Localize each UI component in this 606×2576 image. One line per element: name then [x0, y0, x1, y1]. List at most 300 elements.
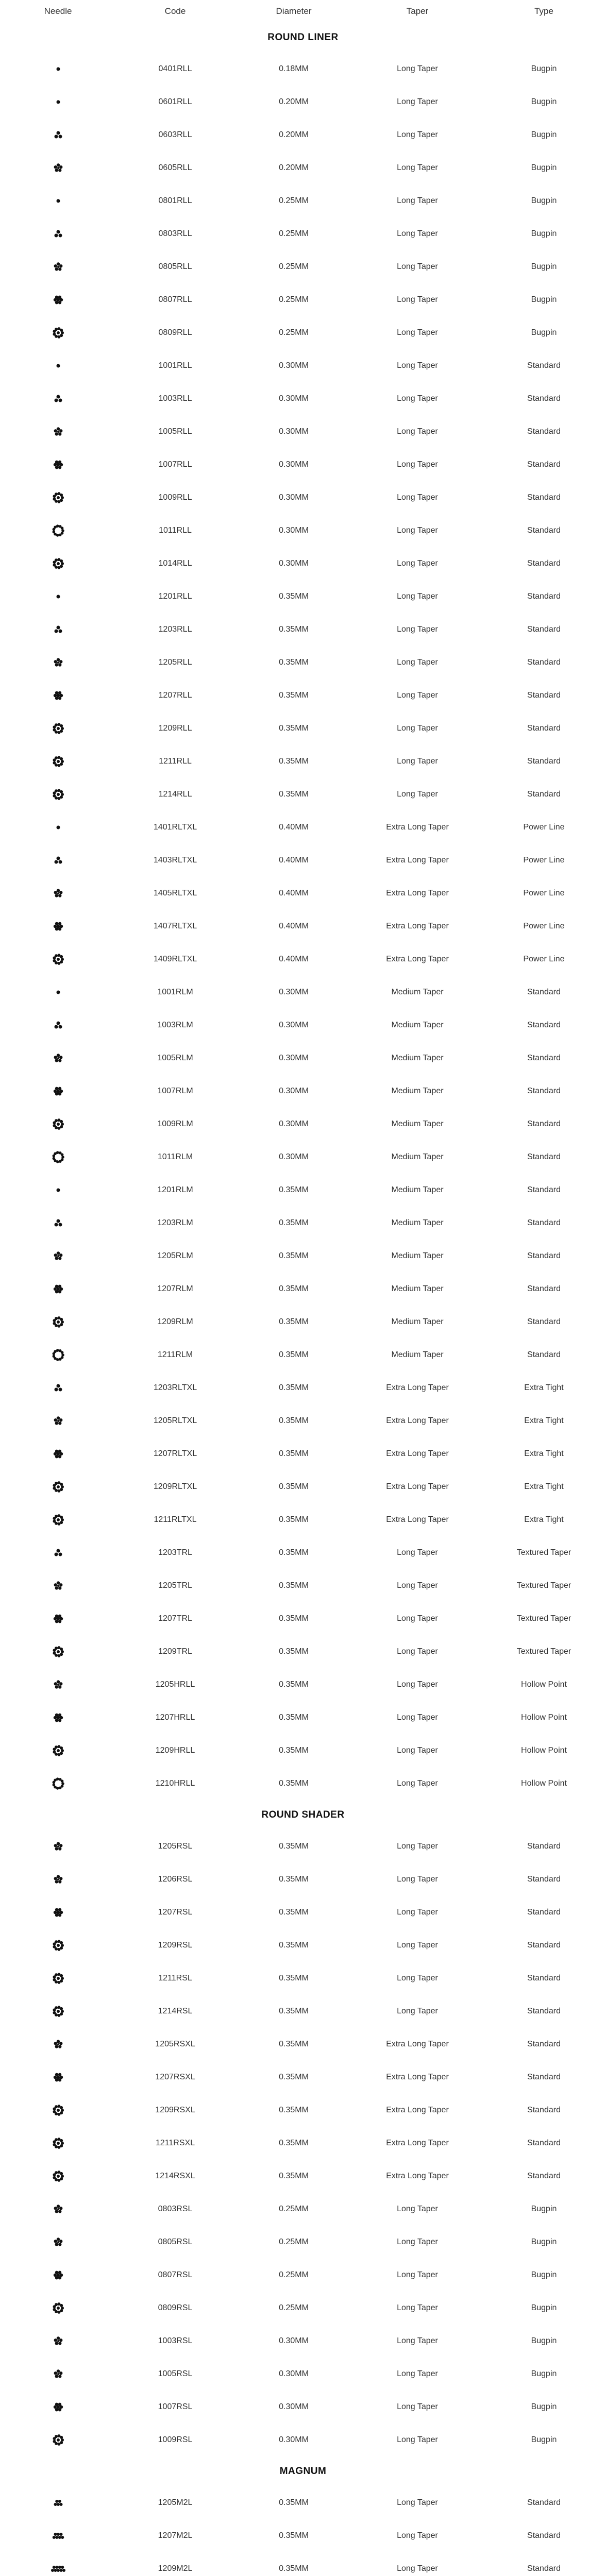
- needle-taper: Long Taper: [397, 130, 438, 139]
- table-row: [0, 1503, 606, 1536]
- needle-code: 0809RLL: [158, 328, 192, 337]
- needle-configuration-icon: [0, 2298, 116, 2318]
- needle-diameter: 0.35MM: [279, 1350, 309, 1359]
- needle-type: Standard: [527, 2172, 561, 2180]
- needle-configuration-icon: [0, 2166, 116, 2187]
- needle-taper: Long Taper: [397, 2369, 438, 2378]
- needle-code: 1211RSL: [158, 1974, 192, 1982]
- needle-type: Bugpin: [531, 163, 557, 172]
- needle-configuration-icon: [0, 454, 116, 475]
- table-row: [0, 2127, 606, 2160]
- needle-configuration-icon: [0, 257, 116, 277]
- needle-taper: Long Taper: [397, 1908, 438, 1917]
- needle-type: Standard: [527, 1350, 561, 1359]
- table-row: [0, 2028, 606, 2061]
- needle-diameter: 0.35MM: [279, 1383, 309, 1392]
- needle-code: 1005RLM: [157, 1054, 193, 1062]
- table-row: [0, 811, 606, 844]
- needle-diameter: 0.35MM: [279, 2564, 309, 2573]
- table-row: [0, 1830, 606, 1863]
- needle-taper: Long Taper: [397, 2564, 438, 2573]
- needle-code: 1205M2L: [158, 2498, 193, 2507]
- needle-type: Bugpin: [531, 262, 557, 271]
- table-row: [0, 613, 606, 646]
- needle-type: Standard: [527, 1153, 561, 1161]
- needle-configuration-icon: [0, 1902, 116, 1923]
- table-row: [0, 118, 606, 151]
- needle-type: Bugpin: [531, 130, 557, 139]
- needle-configuration-icon: [0, 2034, 116, 2055]
- table-row: [0, 2486, 606, 2519]
- needle-diameter: 0.35MM: [279, 1581, 309, 1590]
- needle-type: Hollow Point: [521, 1680, 567, 1689]
- needle-type: Standard: [527, 361, 561, 370]
- header-code: Code: [164, 6, 186, 16]
- needle-taper: Long Taper: [397, 2303, 438, 2312]
- needle-taper: Long Taper: [397, 1842, 438, 1851]
- needle-configuration-icon: [0, 586, 116, 607]
- needle-type: Standard: [527, 658, 561, 667]
- needle-code: 1203RLTXL: [153, 1383, 197, 1392]
- needle-type: Extra Tight: [524, 1383, 564, 1392]
- needle-taper: Extra Long Taper: [386, 2106, 449, 2114]
- needle-diameter: 0.20MM: [279, 130, 309, 139]
- table-row: [0, 1306, 606, 1338]
- needle-taper: Extra Long Taper: [386, 1383, 449, 1392]
- needle-code: 1207M2L: [158, 2531, 193, 2540]
- needle-type: Textured Taper: [516, 1647, 571, 1656]
- needle-taper: Long Taper: [397, 1779, 438, 1788]
- needle-code: 1403RLTXL: [153, 856, 197, 865]
- needle-code: 0603RLL: [158, 130, 192, 139]
- needle-code: 1201RLL: [158, 592, 192, 601]
- needle-type: Standard: [527, 2007, 561, 2015]
- needle-type: Standard: [527, 691, 561, 700]
- needle-type: Standard: [527, 1842, 561, 1851]
- needle-code: 0807RSL: [158, 2270, 193, 2279]
- needle-code: 1209RSXL: [155, 2106, 195, 2114]
- table-row: [0, 943, 606, 976]
- needle-taper: Long Taper: [397, 2205, 438, 2213]
- needle-taper: Medium Taper: [391, 1185, 444, 1194]
- needle-type: Standard: [527, 1120, 561, 1128]
- needle-taper: Long Taper: [397, 559, 438, 568]
- needle-diameter: 0.30MM: [279, 2369, 309, 2378]
- needle-type: Standard: [527, 988, 561, 996]
- table-row: [0, 349, 606, 382]
- table-row: [0, 1929, 606, 1962]
- table-row: [0, 1174, 606, 1207]
- needle-configuration-icon: [0, 1312, 116, 1332]
- needle-type: Bugpin: [531, 196, 557, 205]
- needle-diameter: 0.35MM: [279, 724, 309, 733]
- needle-taper: Medium Taper: [391, 1021, 444, 1029]
- needle-code: 1203RLL: [158, 625, 192, 634]
- needle-diameter: 0.30MM: [279, 526, 309, 535]
- needle-diameter: 0.35MM: [279, 625, 309, 634]
- needle-taper: Extra Long Taper: [386, 856, 449, 865]
- needle-taper: Long Taper: [397, 1647, 438, 1656]
- table-body: [0, 23, 606, 2576]
- needle-diameter: 0.30MM: [279, 559, 309, 568]
- needle-diameter: 0.40MM: [279, 922, 309, 930]
- table-row: [0, 1141, 606, 1174]
- table-row: [0, 1701, 606, 1734]
- needle-taper: Long Taper: [397, 64, 438, 73]
- needle-code: 0805RLL: [158, 262, 192, 271]
- needle-type: Standard: [527, 2498, 561, 2507]
- table-row: [0, 2519, 606, 2552]
- table-row: [0, 53, 606, 86]
- needle-diameter: 0.30MM: [279, 2336, 309, 2345]
- table-row: [0, 1404, 606, 1437]
- needle-code: 1209TRL: [158, 1647, 192, 1656]
- needle-type: Power Line: [523, 922, 565, 930]
- needle-taper: Extra Long Taper: [386, 1449, 449, 1458]
- needle-configuration-icon: [0, 191, 116, 211]
- needle-type: Standard: [527, 724, 561, 733]
- needle-diameter: 0.35MM: [279, 2139, 309, 2147]
- needle-taper: Long Taper: [397, 2336, 438, 2345]
- table-row: [0, 1668, 606, 1701]
- table-row: [0, 547, 606, 580]
- needle-configuration-icon: [0, 2199, 116, 2219]
- needle-taper: Extra Long Taper: [386, 889, 449, 897]
- needle-configuration-icon: [0, 158, 116, 178]
- needle-type: Standard: [527, 2040, 561, 2048]
- needle-diameter: 0.35MM: [279, 691, 309, 700]
- needle-diameter: 0.30MM: [279, 460, 309, 469]
- needle-configuration-icon: [0, 718, 116, 739]
- needle-diameter: 0.35MM: [279, 1680, 309, 1689]
- needle-type: Hollow Point: [521, 1746, 567, 1755]
- needle-taper: Long Taper: [397, 1974, 438, 1982]
- needle-code: 1003RSL: [158, 2336, 193, 2345]
- needle-taper: Medium Taper: [391, 1251, 444, 1260]
- table-row: [0, 1863, 606, 1896]
- needle-code: 1214RSL: [158, 2007, 193, 2015]
- needle-type: Bugpin: [531, 2402, 557, 2411]
- needle-type: Bugpin: [531, 2336, 557, 2345]
- needle-configuration-icon: [0, 2364, 116, 2384]
- needle-code: 1009RLL: [158, 493, 192, 502]
- needle-taper: Long Taper: [397, 658, 438, 667]
- needle-taper: Long Taper: [397, 262, 438, 271]
- table-row: [0, 250, 606, 283]
- table-row: [0, 1896, 606, 1929]
- needle-configuration-icon: [0, 619, 116, 640]
- needle-taper: Extra Long Taper: [386, 2073, 449, 2081]
- needle-code: 1205RLL: [158, 658, 192, 667]
- needle-taper: Long Taper: [397, 2531, 438, 2540]
- needle-taper: Medium Taper: [391, 1218, 444, 1227]
- header-type: Type: [534, 6, 553, 16]
- table-row: [0, 86, 606, 118]
- needle-type: Bugpin: [531, 2435, 557, 2444]
- needle-configuration-icon: [0, 2232, 116, 2252]
- needle-taper: Extra Long Taper: [386, 1482, 449, 1491]
- needle-configuration-icon: [0, 1968, 116, 1989]
- needle-type: Power Line: [523, 955, 565, 963]
- needle-type: Standard: [527, 2564, 561, 2573]
- header-needle: Needle: [44, 6, 72, 16]
- needle-taper: Medium Taper: [391, 988, 444, 996]
- needle-type: Standard: [527, 1974, 561, 1982]
- needle-configuration-icon: [0, 59, 116, 79]
- needle-type: Bugpin: [531, 2238, 557, 2246]
- needle-type: Bugpin: [531, 229, 557, 238]
- needle-code: 1011RLM: [157, 1153, 193, 1161]
- needle-diameter: 0.18MM: [279, 64, 309, 73]
- needle-code: 1409RLTXL: [153, 955, 197, 963]
- needle-type: Textured Taper: [516, 1614, 571, 1623]
- table-row: [0, 1240, 606, 1273]
- needle-configuration-icon: [0, 1411, 116, 1431]
- table-row: [0, 2160, 606, 2193]
- needle-configuration-icon: [0, 949, 116, 970]
- table-row: [0, 2226, 606, 2259]
- table-row: [0, 1602, 606, 1635]
- needle-diameter: 0.30MM: [279, 2402, 309, 2411]
- needle-code: 0801RLL: [158, 196, 192, 205]
- needle-taper: Extra Long Taper: [386, 823, 449, 832]
- needle-taper: Long Taper: [397, 526, 438, 535]
- needle-taper: Long Taper: [397, 2435, 438, 2444]
- table-row: [0, 283, 606, 316]
- needle-code: 1207RLTXL: [153, 1449, 197, 1458]
- needle-type: Standard: [527, 559, 561, 568]
- needle-type: Textured Taper: [516, 1581, 571, 1590]
- needle-diameter: 0.35MM: [279, 1614, 309, 1623]
- needle-configuration-icon: [0, 224, 116, 244]
- needle-taper: Long Taper: [397, 97, 438, 106]
- needle-configuration-icon: [0, 2001, 116, 2022]
- table-row: [0, 2259, 606, 2292]
- needle-configuration-icon: [0, 2493, 116, 2513]
- table-row: [0, 1962, 606, 1995]
- needle-diameter: 0.35MM: [279, 1218, 309, 1227]
- needle-type: Standard: [527, 493, 561, 502]
- needle-taper: Medium Taper: [391, 1317, 444, 1326]
- needle-code: 1205RLM: [157, 1251, 193, 1260]
- table-row: [0, 2552, 606, 2576]
- needle-taper: Long Taper: [397, 196, 438, 205]
- needle-taper: Long Taper: [397, 493, 438, 502]
- needle-diameter: 0.30MM: [279, 1153, 309, 1161]
- needle-diameter: 0.35MM: [279, 1779, 309, 1788]
- needle-configuration-icon: [0, 982, 116, 1003]
- needle-diameter: 0.35MM: [279, 2040, 309, 2048]
- needle-configuration-icon: [0, 2397, 116, 2417]
- needle-type: Standard: [527, 1218, 561, 1227]
- needle-diameter: 0.30MM: [279, 427, 309, 436]
- needle-diameter: 0.35MM: [279, 1548, 309, 1557]
- table-row: [0, 2325, 606, 2358]
- needle-type: Power Line: [523, 823, 565, 832]
- table-row: [0, 1569, 606, 1602]
- needle-diameter: 0.35MM: [279, 2498, 309, 2507]
- needle-type: Standard: [527, 2139, 561, 2147]
- table-row: [0, 2391, 606, 2424]
- needle-diameter: 0.30MM: [279, 988, 309, 996]
- table-row: [0, 2424, 606, 2456]
- needle-configuration-icon: [0, 850, 116, 871]
- needle-diameter: 0.35MM: [279, 1647, 309, 1656]
- needle-diameter: 0.35MM: [279, 2007, 309, 2015]
- table-row: [0, 1995, 606, 2028]
- needle-code: 1206RSL: [158, 1875, 193, 1884]
- needle-taper: Long Taper: [397, 1614, 438, 1623]
- needle-type: Extra Tight: [524, 1482, 564, 1491]
- needle-type: Standard: [527, 427, 561, 436]
- needle-diameter: 0.35MM: [279, 1515, 309, 1524]
- needle-code: 1211RLTXL: [154, 1515, 197, 1524]
- needle-type: Standard: [527, 1908, 561, 1917]
- needle-configuration-icon: [0, 652, 116, 673]
- needle-diameter: 0.30MM: [279, 394, 309, 403]
- needle-diameter: 0.35MM: [279, 1284, 309, 1293]
- table-row: [0, 1437, 606, 1470]
- needle-taper: Long Taper: [397, 295, 438, 304]
- needle-code: 0803RLL: [158, 229, 192, 238]
- needle-code: 1009RLM: [157, 1120, 193, 1128]
- needle-type: Extra Tight: [524, 1449, 564, 1458]
- needle-configuration-icon: [0, 355, 116, 376]
- needle-type: Bugpin: [531, 64, 557, 73]
- needle-configuration-icon: [0, 2067, 116, 2088]
- needle-configuration-icon: [0, 784, 116, 805]
- needle-code: 1209M2L: [158, 2564, 193, 2573]
- needle-type: Extra Tight: [524, 1416, 564, 1425]
- needle-code: 1001RLL: [158, 361, 192, 370]
- needle-configuration-icon: [0, 1510, 116, 1530]
- needle-diameter: 0.35MM: [279, 1185, 309, 1194]
- needle-taper: Long Taper: [397, 328, 438, 337]
- needle-configuration-icon: [0, 1740, 116, 1761]
- needle-diameter: 0.35MM: [279, 2073, 309, 2081]
- needle-code: 1001RLM: [157, 988, 193, 996]
- table-row: [0, 2061, 606, 2094]
- needle-code: 1214RLL: [158, 790, 192, 799]
- needle-configuration-icon: [0, 685, 116, 706]
- needle-type: Standard: [527, 592, 561, 601]
- table-row: [0, 1734, 606, 1767]
- needle-code: 1209RLL: [158, 724, 192, 733]
- section-title: ROUND SHADER: [261, 1809, 345, 1820]
- needle-taper: Long Taper: [397, 1941, 438, 1950]
- needle-diameter: 0.35MM: [279, 1713, 309, 1722]
- needle-code: 1005RSL: [158, 2369, 193, 2378]
- needle-configuration-icon: [0, 92, 116, 112]
- needle-taper: Extra Long Taper: [386, 2139, 449, 2147]
- needle-code: 1205RSL: [158, 1842, 193, 1851]
- table-row: [0, 1470, 606, 1503]
- needle-diameter: 0.25MM: [279, 2205, 309, 2213]
- needle-code: 1207RLL: [158, 691, 192, 700]
- needle-code: 1401RLTXL: [153, 823, 197, 832]
- needle-configuration-icon: [0, 1048, 116, 1069]
- needle-type: Standard: [527, 1284, 561, 1293]
- needle-type: Hollow Point: [521, 1779, 567, 1788]
- needle-code: 1209HRLL: [155, 1746, 195, 1755]
- table-row: [0, 2193, 606, 2226]
- needle-taper: Long Taper: [397, 163, 438, 172]
- needle-code: 0805RSL: [158, 2238, 193, 2246]
- needle-configuration-icon: [0, 883, 116, 904]
- needle-configuration-icon: [0, 2430, 116, 2450]
- needle-type: Standard: [527, 790, 561, 799]
- needle-code: 1014RLL: [158, 559, 192, 568]
- needle-diameter: 0.40MM: [279, 955, 309, 963]
- needle-code: 0803RSL: [158, 2205, 193, 2213]
- needle-configuration-icon: [0, 421, 116, 442]
- needle-code: 1203TRL: [158, 1548, 192, 1557]
- needle-code: 1203RLM: [157, 1218, 193, 1227]
- needle-diameter: 0.30MM: [279, 361, 309, 370]
- needle-configuration-icon: [0, 2100, 116, 2121]
- needle-configuration-icon: [0, 1147, 116, 1167]
- header-diameter: Diameter: [276, 6, 312, 16]
- needle-diameter: 0.35MM: [279, 757, 309, 766]
- needle-configuration-icon: [0, 1246, 116, 1266]
- needle-configuration-icon: [0, 1641, 116, 1662]
- needle-type: Standard: [527, 2531, 561, 2540]
- needle-type: Power Line: [523, 889, 565, 897]
- needle-configuration-icon: [0, 1081, 116, 1101]
- needle-type: Standard: [527, 757, 561, 766]
- needle-configuration-icon: [0, 1869, 116, 1890]
- needle-taper: Long Taper: [397, 2007, 438, 2015]
- needle-type: Standard: [527, 625, 561, 634]
- needle-configuration-icon: [0, 1015, 116, 1036]
- table-row: [0, 1009, 606, 1042]
- needle-taper: Long Taper: [397, 1875, 438, 1884]
- table-row: [0, 1767, 606, 1800]
- needle-type: Standard: [527, 1317, 561, 1326]
- needle-code: 1211RLM: [157, 1350, 193, 1359]
- needle-taper: Extra Long Taper: [386, 1416, 449, 1425]
- needle-code: 1209RSL: [158, 1941, 193, 1950]
- table-row: [0, 415, 606, 448]
- needle-code: 1207RSL: [158, 1908, 193, 1917]
- table-row: [0, 1273, 606, 1306]
- needle-diameter: 0.25MM: [279, 2303, 309, 2312]
- needle-taper: Long Taper: [397, 625, 438, 634]
- needle-diameter: 0.25MM: [279, 229, 309, 238]
- table-row: [0, 316, 606, 349]
- needle-taper: Long Taper: [397, 361, 438, 370]
- needle-taper: Long Taper: [397, 757, 438, 766]
- needle-configuration-icon: [0, 751, 116, 772]
- needle-diameter: 0.35MM: [279, 1251, 309, 1260]
- needle-type: Textured Taper: [516, 1548, 571, 1557]
- needle-diameter: 0.35MM: [279, 1482, 309, 1491]
- needle-configuration-icon: [0, 388, 116, 409]
- needle-configuration-icon: [0, 1213, 116, 1233]
- needle-configuration-icon: [0, 2265, 116, 2285]
- needle-taper: Long Taper: [397, 2238, 438, 2246]
- table-row: [0, 514, 606, 547]
- needle-taper: Long Taper: [397, 427, 438, 436]
- table-row: [0, 1075, 606, 1108]
- needle-code: 1011RLL: [159, 526, 192, 535]
- needle-code: 0401RLL: [158, 64, 192, 73]
- needle-type: Power Line: [523, 856, 565, 865]
- needle-taper: Long Taper: [397, 2498, 438, 2507]
- needle-diameter: 0.35MM: [279, 1317, 309, 1326]
- needle-type: Bugpin: [531, 2205, 557, 2213]
- needle-taper: Long Taper: [397, 2270, 438, 2279]
